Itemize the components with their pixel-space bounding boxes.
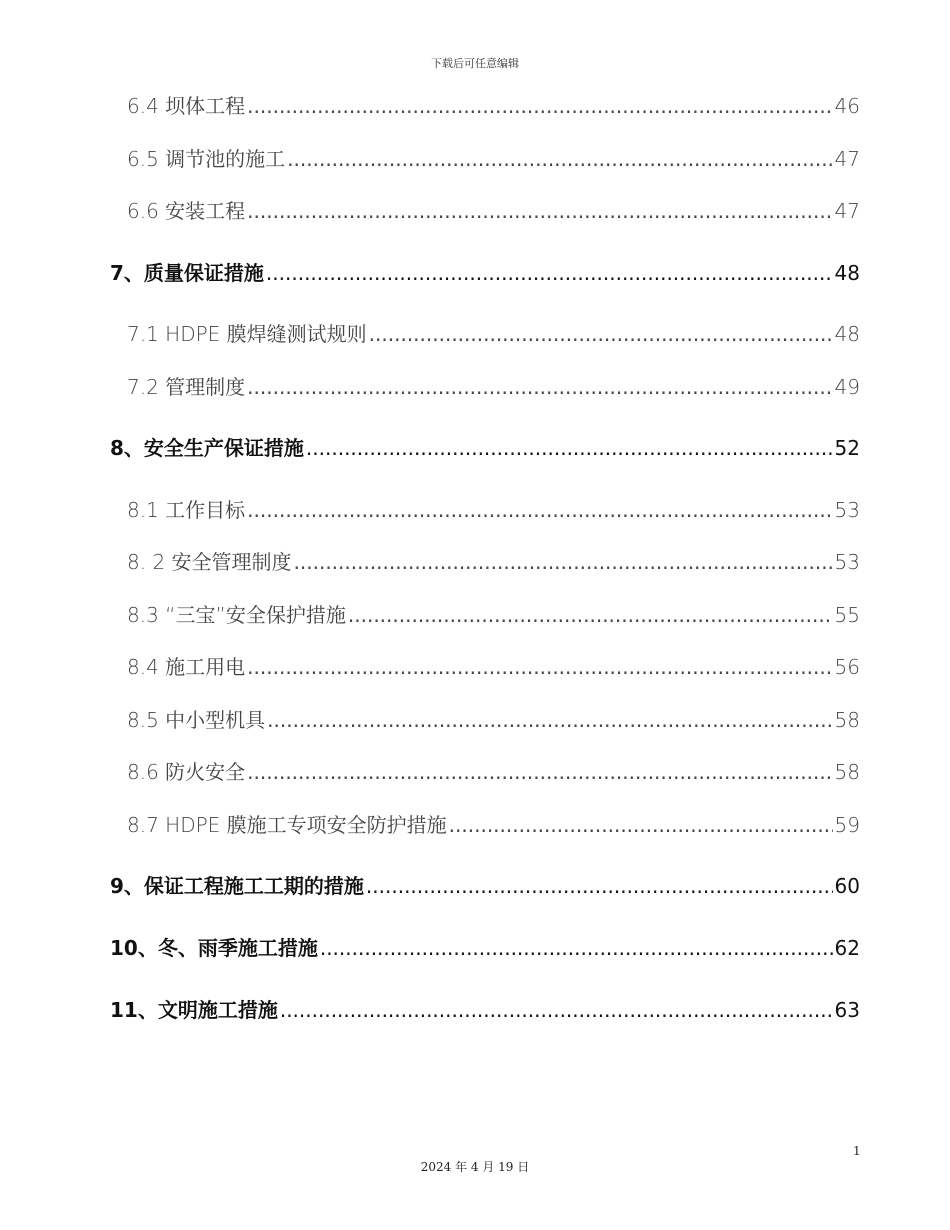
toc-entry-page: 53: [834, 498, 860, 522]
page-number: 1: [853, 1144, 861, 1158]
toc-entry[interactable]: [127, 494, 860, 523]
toc-entry-title: 6.4 坝体工程: [127, 94, 246, 118]
toc-entry[interactable]: [127, 651, 860, 680]
toc-entry-page: 47: [834, 147, 860, 171]
toc-entry[interactable]: [127, 546, 860, 575]
toc-dot-leader: [247, 375, 832, 399]
toc-dot-leader: [247, 94, 832, 118]
toc-entry-page: 62: [834, 936, 860, 960]
toc-entry-page: 59: [834, 813, 860, 837]
toc-entry-title: 8.3 “三宝”安全保护措施: [127, 603, 346, 627]
toc-entry-title: 7、质量保证措施: [110, 261, 264, 285]
toc-entry-title: 7.2 管理制度: [127, 375, 246, 399]
toc-entry[interactable]: [127, 809, 860, 838]
toc-dot-leader: [449, 813, 833, 837]
toc-dot-leader: [306, 436, 833, 460]
toc-entry-page: 47: [834, 199, 860, 223]
toc-dot-leader: [266, 261, 833, 285]
page-footer-date: 2024 年 4 月 19 日: [420, 1160, 530, 1174]
toc-entry[interactable]: [127, 143, 860, 172]
toc-dot-leader: [287, 147, 832, 171]
toc-dot-leader: [247, 199, 832, 223]
toc-dot-leader: [280, 998, 833, 1022]
toc-entry-page: 60: [834, 874, 860, 898]
toc-entry-title: 8.1 工作目标: [127, 498, 246, 522]
toc-entry-page: 58: [834, 708, 860, 732]
toc-entry-title: 6.5 调节池的施工: [127, 147, 286, 171]
toc-entry-title: 10、冬、雨季施工措施: [110, 936, 318, 960]
toc-entry[interactable]: [127, 318, 860, 347]
page-header: 下载后可任意编辑: [431, 57, 519, 70]
toc-entry-title: 8. 2 安全管理制度: [127, 550, 292, 574]
toc-entry[interactable]: [127, 371, 860, 400]
toc-entry[interactable]: [127, 756, 860, 785]
toc-entry[interactable]: [127, 599, 860, 628]
toc-entry-title: 7.1 HDPE 膜焊缝测试规则: [127, 322, 367, 346]
toc-entry[interactable]: [110, 257, 860, 286]
toc-entry-page: 56: [834, 655, 860, 679]
toc-entry[interactable]: [110, 932, 860, 961]
toc-entry-title: 8.5 中小型机具: [127, 708, 266, 732]
toc-entry[interactable]: [110, 870, 860, 899]
toc-entry-title: 11、文明施工措施: [110, 998, 278, 1022]
toc-entry-title: 9、保证工程施工工期的措施: [110, 874, 364, 898]
toc-dot-leader: [247, 498, 832, 522]
toc-entry-page: 55: [834, 603, 860, 627]
toc-dot-leader: [348, 603, 833, 627]
toc-dot-leader: [294, 550, 833, 574]
toc-entry-page: 48: [834, 261, 860, 285]
toc-entry-title: 8.7 HDPE 膜施工专项安全防护措施: [127, 813, 447, 837]
toc-entry-page: 49: [834, 375, 860, 399]
toc-entry[interactable]: [127, 704, 860, 733]
toc-entry-page: 63: [834, 998, 860, 1022]
toc-entry-page: 48: [834, 322, 860, 346]
toc-entry-title: 8、安全生产保证措施: [110, 436, 304, 460]
toc-dot-leader: [247, 760, 832, 784]
toc-entry-page: 46: [834, 94, 860, 118]
toc-dot-leader: [247, 655, 832, 679]
toc-entry-title: 6.6 安装工程: [127, 199, 246, 223]
toc-entry[interactable]: [127, 195, 860, 224]
toc-entry-page: 53: [834, 550, 860, 574]
toc-dot-leader: [320, 936, 833, 960]
toc-entry-page: 58: [834, 760, 860, 784]
toc-entry[interactable]: [110, 432, 860, 461]
toc-dot-leader: [267, 708, 832, 732]
toc-entry-page: 52: [834, 436, 860, 460]
toc-dot-leader: [366, 874, 833, 898]
toc-entry-title: 8.4 施工用电: [127, 655, 246, 679]
toc-dot-leader: [369, 322, 833, 346]
toc-entry[interactable]: [110, 994, 860, 1023]
toc-entry[interactable]: [127, 90, 860, 119]
toc-entry-title: 8.6 防火安全: [127, 760, 246, 784]
